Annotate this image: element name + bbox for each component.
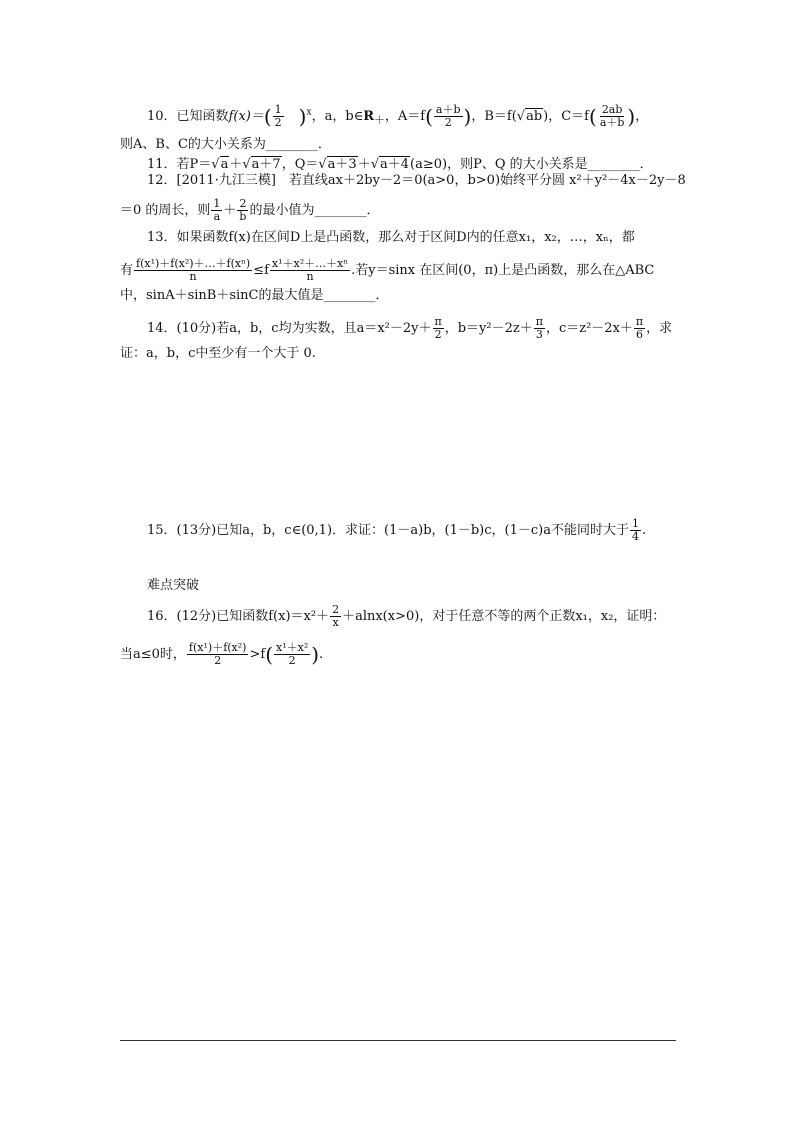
math-expression: ，B＝f(: [471, 109, 517, 124]
problem-number: 14．: [147, 321, 177, 336]
math-expression: f(x)＝: [228, 109, 264, 124]
problem-12-line1: 12．[2011·九江三模] 若直线ax＋2by－2＝0(a>0，b>0)始终平分圆 x²＋y²－4x－2y－8: [147, 173, 686, 188]
fraction-pi-over-6: $\frac{\pi}{6}$: [635, 315, 644, 341]
fraction-sum-x-over-n: $\frac{\text{x¹＋x²＋…＋xⁿ}}{n}$: [271, 257, 349, 283]
problem-number: 10．: [147, 109, 177, 124]
problem-13-line1: 13．如果函数f(x)在区间D上是凸函数，那么对于区间D内的任意x₁，x₂，…，xₙ，都: [147, 230, 635, 245]
problem-text: ，a，b∈: [311, 109, 364, 124]
fraction-a-plus-b-over-2: $\frac{a+b}{2}$: [435, 103, 461, 129]
sqrt-a: a: [220, 157, 229, 172]
sqrt-a-plus-4: a＋4: [380, 157, 410, 172]
problem-text: 已知函数: [176, 109, 229, 124]
problem-number: 11．: [147, 157, 177, 172]
fraction-2-over-x: $\frac{2}{x}$: [332, 603, 340, 629]
sqrt-a-plus-7: a＋7: [251, 157, 281, 172]
problem-number: 13．: [147, 230, 177, 245]
problem-11: 11．若P＝√a＋√a＋7，Q＝√a＋3＋√a＋4(a≥0)，则P、Q 的大小关系是________．: [147, 157, 653, 172]
fraction-2-over-b: $\frac{2}{b}$: [239, 197, 247, 223]
subscript: ＋: [374, 113, 385, 127]
problem-12-line2: ＝0 的周长，则 $\frac{1}{a}$ ＋ $\frac{2}{b}$ 的最小值为________．: [120, 197, 380, 223]
section-heading: 难点突破: [147, 578, 200, 593]
problem-10-line1: 10．已知函数f(x)＝( $\frac{1}{2}$ )$^x$，a，$b\in R_+$，A＝f( $\frac{a+b}{2}$ )，B＝f(√ab)，C＝f( $\frac{2ab}{a+b}$ )，: [147, 103, 649, 129]
sqrt-ab: ab: [526, 109, 543, 124]
problem-13-line2: 有 $\frac{\text{f(x¹)＋f(x²)＋…＋f(xⁿ)}}{n}$ ≤f $\frac{\text{x¹＋x²＋…＋xⁿ}}{n}$ .若y＝sinx 在区间(0，π)上是凸函数，那么在△ABC: [120, 257, 655, 283]
problem-13-line3: 中，sinA＋sinB＋sinC的最大值是________．: [120, 288, 389, 303]
fraction-pi-over-2: $\frac{\pi}{2}$: [434, 315, 442, 341]
problem-15: 15．(13分)已知a，b，c∈(0,1)．求证：(1－a)b，(1－b)c，(1－c)a不能同时大于 $\frac{1}{4}$ .: [147, 517, 647, 543]
math-expression: )，C＝f: [543, 109, 589, 124]
problem-number: 12．: [147, 173, 177, 188]
sqrt-a-plus-3: a＋3: [327, 157, 357, 172]
problem-16-line1: 16．(12分)已知函数f(x)＝x²＋ $\frac{2}{x}$ ＋alnx(x>0)，对于任意不等的两个正数x₁，x₂，证明：: [147, 603, 666, 629]
problem-number: 16．: [147, 609, 177, 624]
fraction-2ab-over-a-plus-b: $\frac{2ab}{a+b}$: [599, 103, 625, 129]
problem-14-line2: 证：a，b，c中至少有一个大于 0.: [120, 346, 316, 361]
fraction-pi-over-3: $\frac{\pi}{3}$: [535, 315, 543, 341]
problem-16-line2: 当a≤0时， $\frac{\text{f(x¹)＋f(x²)}}{2}$ >f( $\frac{\text{x¹＋x²}}{2}$ ).: [120, 641, 324, 667]
fraction-avg-f: $\frac{\text{f(x¹)＋f(x²)}}{2}$: [188, 641, 247, 667]
left-paren: (: [263, 104, 272, 129]
exponent: x: [306, 107, 312, 118]
reals-symbol: R: [363, 109, 375, 124]
fraction-half: $\frac{1}{2}$: [274, 103, 282, 129]
problem-number: 15．: [147, 523, 177, 538]
fraction-1-over-4: $\frac{1}{4}$: [631, 517, 639, 543]
right-paren: ): [298, 104, 307, 129]
fraction-1-over-a: $\frac{1}{a}$: [213, 197, 221, 223]
math-expression: ，A＝f: [384, 109, 426, 124]
problem-10-line2: 则A、B、C的大小关系为________．: [120, 137, 331, 152]
fraction-sum-f-over-n: $\frac{\text{f(x¹)＋f(x²)＋…＋f(xⁿ)}}{n}$: [136, 257, 251, 283]
footer-divider: [120, 1040, 676, 1041]
problem-14-line1: 14．(10分)若a，b，c均为实数，且a＝x²－2y＋ $\frac{\pi}{2}$ ，b＝y²－2z＋ $\frac{\pi}{3}$ ，c＝z²－2x＋ $\frac{\pi}{6}$ ，求: [147, 315, 673, 341]
fraction-avg-x: $\frac{\text{x¹＋x²}}{2}$: [276, 641, 309, 667]
